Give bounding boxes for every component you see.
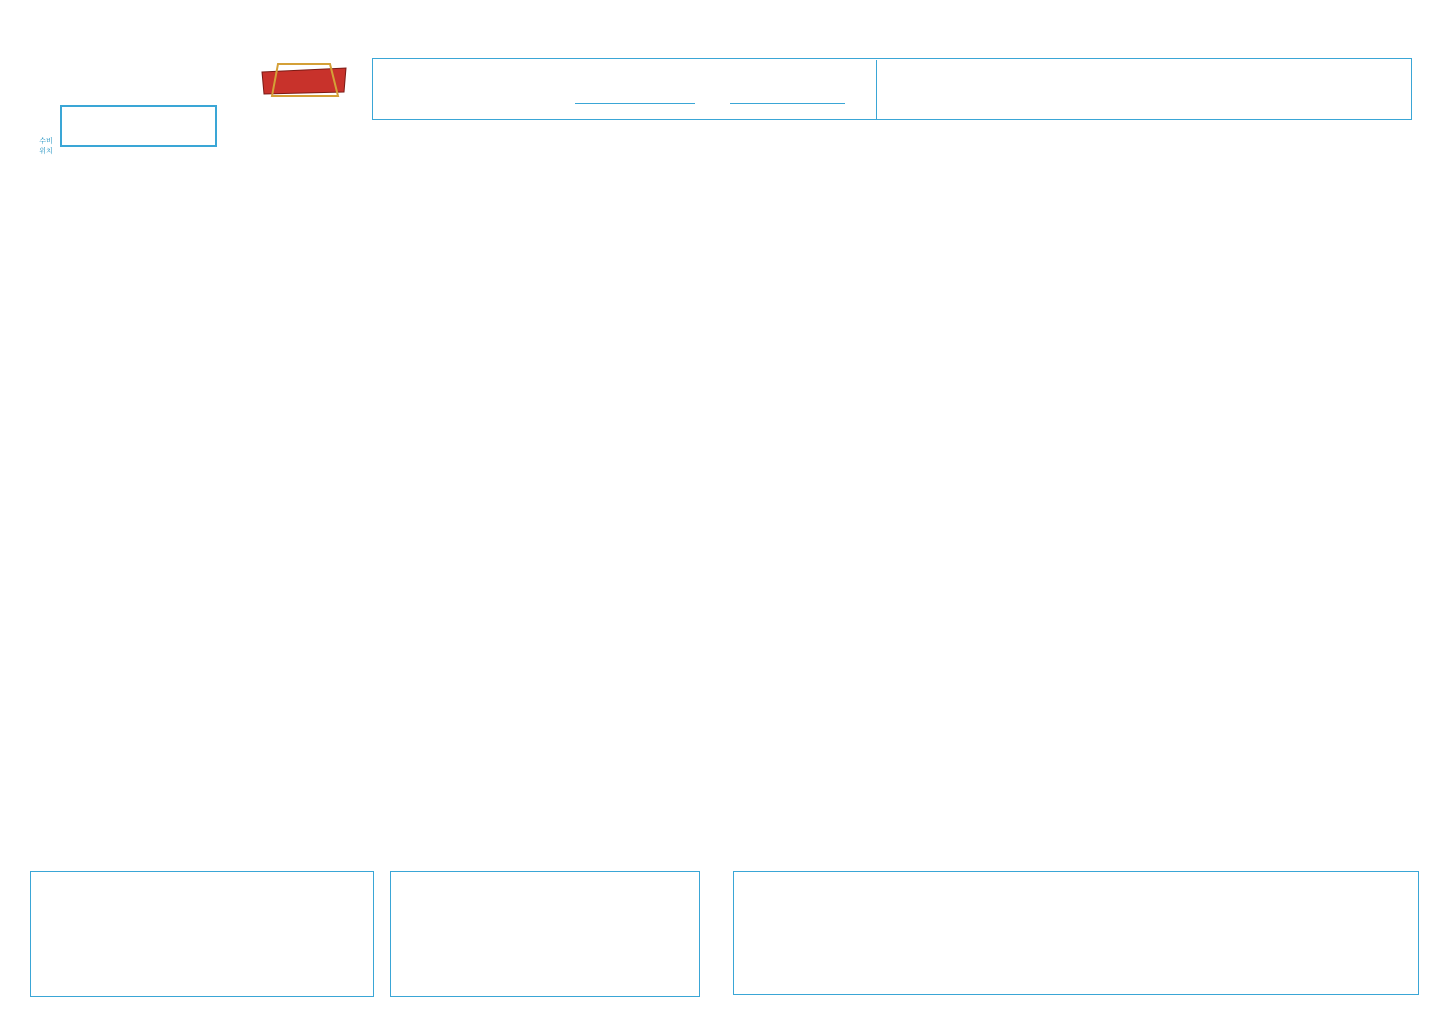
pitching-table [733, 871, 1419, 995]
homerun-table [30, 871, 374, 997]
double-play-table [390, 871, 700, 997]
pos-header: 수비 위치 [39, 137, 53, 155]
